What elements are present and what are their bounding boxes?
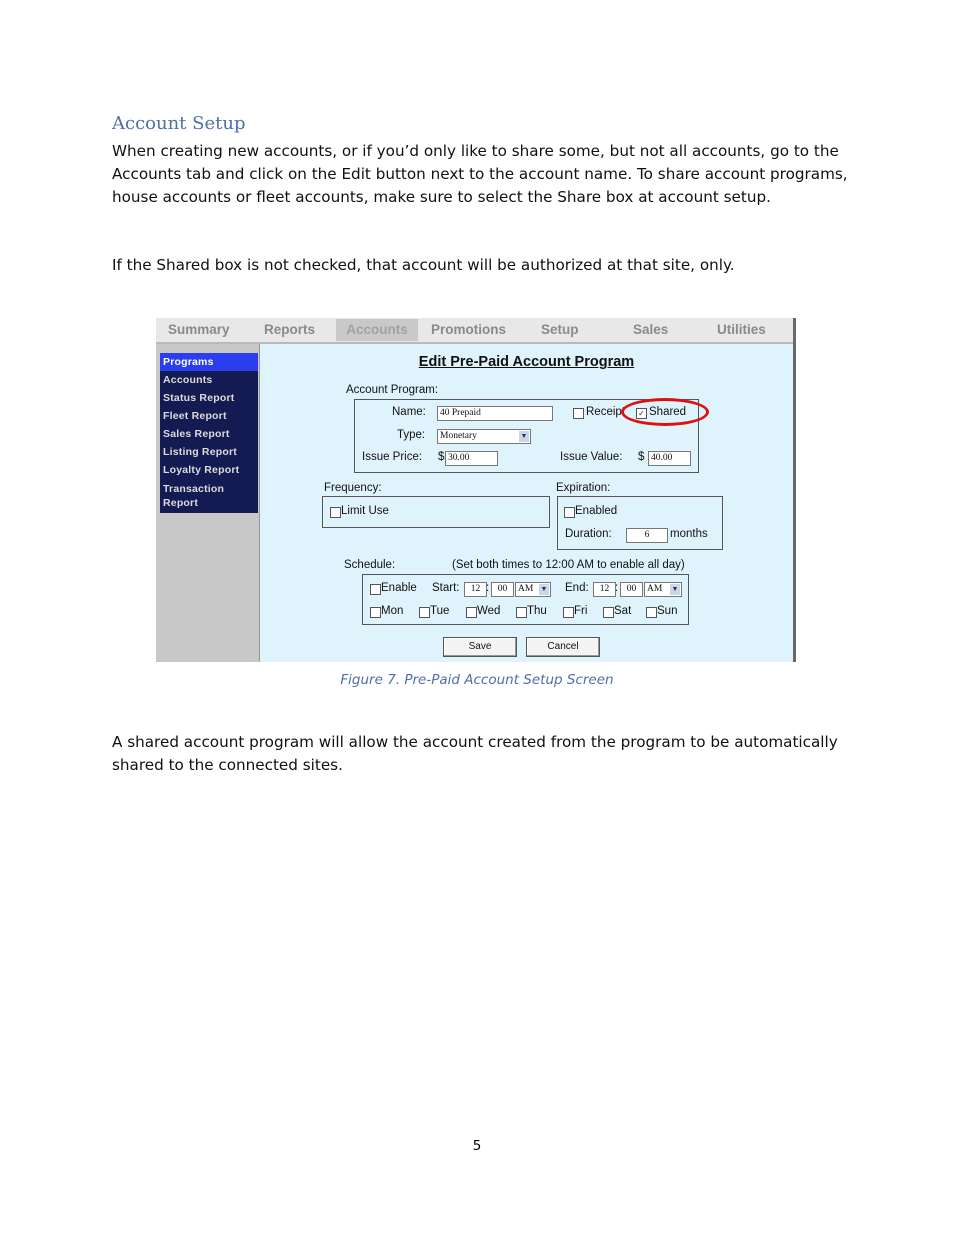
chevron-down-icon: ▼: [540, 585, 548, 593]
day-tue-checkbox[interactable]: [419, 607, 430, 618]
duration-input[interactable]: 6: [626, 528, 668, 543]
start-ampm-select[interactable]: [515, 582, 551, 597]
chevron-down-icon: ▼: [520, 432, 528, 440]
day-sun-checkbox[interactable]: [646, 607, 657, 618]
sidebar-item-status-report[interactable]: Status Report: [163, 392, 235, 404]
day-fri-label: Fri: [574, 605, 588, 617]
tab-reports[interactable]: Reports: [264, 322, 316, 337]
window-edge: [793, 318, 796, 662]
end-minute-input[interactable]: 00: [620, 582, 643, 597]
issue-price-input[interactable]: 30.00: [445, 451, 498, 466]
day-tue-label: Tue: [430, 605, 450, 617]
day-wed-checkbox[interactable]: [466, 607, 477, 618]
limit-use-checkbox[interactable]: [330, 507, 341, 518]
sidebar-item-programs[interactable]: Programs: [160, 353, 258, 371]
start-ampm-value: AM: [518, 584, 534, 594]
intro-paragraph: When creating new accounts, or if you’d only like to share some, but not all accounts, go to the Accounts tab and click on the Edit button next to the account name. To share account programs, house accounts or fleet accounts, make sure to select the Share box at account setup.: [112, 142, 848, 206]
start-colon: :: [486, 582, 490, 594]
shared-label: Shared: [649, 406, 687, 418]
type-select-value: Monetary: [440, 431, 477, 441]
sidebar-area: [156, 344, 259, 662]
day-wed-label: Wed: [477, 605, 501, 617]
day-sun-label: Sun: [657, 605, 678, 617]
shared-checkbox[interactable]: ✓: [636, 408, 647, 419]
type-select[interactable]: [437, 429, 531, 444]
schedule-enable-checkbox[interactable]: [370, 584, 381, 595]
end-label: End:: [565, 582, 589, 594]
sidebar-item-listing-report[interactable]: Listing Report: [163, 446, 237, 458]
issue-price-label: Issue Price:: [362, 451, 423, 463]
save-button[interactable]: Save: [443, 637, 517, 657]
schedule-enable-label: Enable: [381, 582, 417, 594]
shared-highlight-circle: [621, 398, 709, 426]
months-label: months: [670, 528, 708, 540]
enabled-label: Enabled: [575, 505, 618, 517]
start-label: Start:: [432, 582, 460, 594]
day-thu-checkbox[interactable]: [516, 607, 527, 618]
chevron-down-icon: ▼: [671, 585, 679, 593]
schedule-label: Schedule:: [344, 559, 396, 571]
edit-program-panel: [259, 344, 793, 662]
tab-setup[interactable]: Setup: [541, 322, 579, 337]
day-mon-checkbox[interactable]: [370, 607, 381, 618]
duration-label: Duration:: [565, 528, 612, 540]
tab-bar: [156, 318, 796, 344]
tab-accounts[interactable]: Accounts: [336, 319, 418, 341]
end-ampm-select[interactable]: [644, 582, 682, 597]
end-hour-input[interactable]: 12: [593, 582, 616, 597]
end-colon: :: [615, 582, 619, 594]
start-minute-input[interactable]: 00: [491, 582, 514, 597]
sidebar-item-fleet-report[interactable]: Fleet Report: [163, 410, 227, 422]
day-sat-checkbox[interactable]: [603, 607, 614, 618]
sidebar-item-loyalty-report[interactable]: Loyalty Report: [163, 464, 240, 476]
tab-summary[interactable]: Summary: [168, 322, 230, 337]
end-ampm-value: AM: [647, 584, 663, 594]
sidebar-item-transaction-report[interactable]: Transaction Report: [163, 483, 225, 509]
sidebar-menu: [160, 353, 258, 513]
issue-value-label: Issue Value:: [560, 451, 623, 463]
type-label: Type:: [397, 429, 426, 441]
tab-utilities[interactable]: Utilities: [717, 322, 766, 337]
frequency-label: Frequency:: [324, 482, 382, 494]
limit-use-label: Limit Use: [341, 505, 389, 517]
page-number: 5: [472, 1138, 482, 1154]
prepaid-setup-screenshot: [156, 318, 796, 662]
shared-note-paragraph: If the Shared box is not checked, that account will be authorized at that site, only.: [112, 256, 735, 274]
name-label: Name:: [392, 406, 426, 418]
issue-price-currency: $: [438, 451, 445, 463]
form-title: Edit Pre-Paid Account Program: [418, 354, 635, 370]
day-sat-label: Sat: [614, 605, 632, 617]
receipt-checkbox[interactable]: [573, 408, 584, 419]
issue-value-input[interactable]: 40.00: [648, 451, 691, 466]
expiration-label: Expiration:: [556, 482, 611, 494]
figure-caption: Figure 7. Pre-Paid Account Setup Screen: [340, 672, 614, 688]
issue-value-currency: $: [638, 451, 645, 463]
tab-promotions[interactable]: Promotions: [431, 322, 507, 337]
cancel-button[interactable]: Cancel: [526, 637, 600, 657]
section-heading: Account Setup: [112, 113, 246, 134]
schedule-hint: (Set both times to 12:00 AM to enable all day): [452, 559, 685, 571]
start-hour-input[interactable]: 12: [464, 582, 487, 597]
day-fri-checkbox[interactable]: [563, 607, 574, 618]
enabled-checkbox[interactable]: [564, 507, 575, 518]
tab-sales[interactable]: Sales: [633, 322, 669, 337]
day-thu-label: Thu: [527, 605, 547, 617]
receipt-label: Receipt: [586, 406, 625, 418]
sidebar-item-sales-report[interactable]: Sales Report: [163, 428, 230, 440]
sidebar-item-accounts[interactable]: Accounts: [163, 374, 213, 386]
shared-program-paragraph: A shared account program will allow the account created from the program to be automatically shared to the connected sites.: [112, 733, 838, 774]
account-program-label: Account Program:: [346, 384, 439, 396]
day-mon-label: Mon: [381, 605, 404, 617]
name-input[interactable]: 40 Prepaid: [437, 406, 553, 421]
